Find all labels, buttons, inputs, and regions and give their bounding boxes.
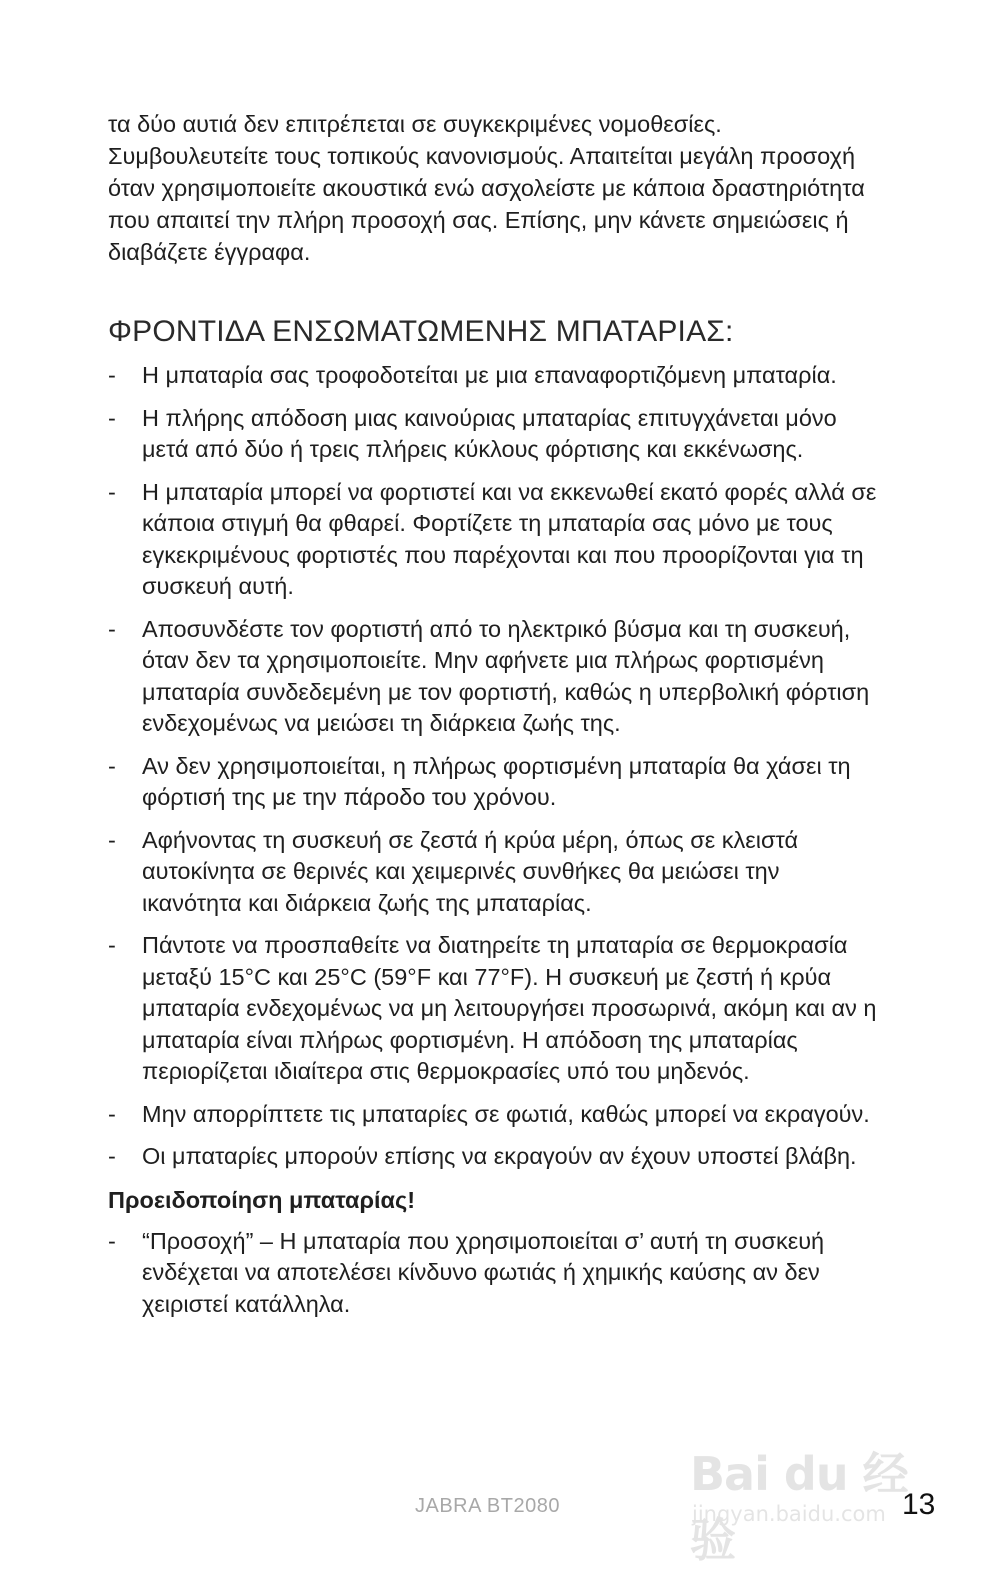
list-item-text: Αν δεν χρησιμοποιείται, η πλήρως φορτισμένη μπαταρία θα χάσει τη φόρτισή της με την πάροδο του χρόνου. [142,752,851,810]
list-item [108,614,878,740]
list-item-text: Αφήνοντας τη συσκευή σε ζεστά ή κρύα μέρη, όπως σε κλειστά αυτοκίνητα σε θερινές και χειμερινές συνθήκες θα μειώσει την ικανότητα και διάρκεια ζωής της μπαταρίας. [142,826,799,916]
watermark-url: jingyan.baidu.com [692,1502,886,1526]
list-item [108,360,878,392]
bullet-dash: - [108,404,116,431]
watermark-logo: Bai du 经验 [690,1447,908,1567]
intro-paragraph: τα δύο αυτιά δεν επιτρέπεται σε συγκεκριμένες νομοθεσίες. Συμβουλευτείτε τους τοπικούς κανονισμούς. Απαιτείται μεγάλη προσοχή όταν χρησιμοποιείτε ακουστικά ενώ ασχολείστε με κάποια δραστηριότητα που απαιτεί την πλήρη προσοχή σας. Επίσης, μην κάνετε σημειώσεις ή διαβάζετε έγγραφα. [108,111,865,265]
list-item [108,1141,878,1173]
list-item-text: Αποσυνδέστε τον φορτιστή από το ηλεκτρικό βύσμα και τη συσκευή, όταν δεν τα χρησιμοποιείτε. Μην αφήνετε μια πλήρως φορτισμένη μπαταρία συνδεδεμένη με τον φορτιστή, καθώς η υπερβολική φόρτιση ενδεχομένως να μειώσει τη διάρκεια ζωής της. [142,615,870,736]
bullet-dash: - [108,752,116,779]
battery-warning-heading: Προειδοποίηση μπαταρίας! [108,1186,416,1213]
list-item [108,477,878,603]
list-item-text: Η μπαταρία σας τροφοδοτείται με μια επαναφορτιζόμενη μπαταρία. [142,362,837,388]
list-item-text: Πάντοτε να προσπαθείτε να διατηρείτε τη μπαταρία σε θερμοκρασία μεταξύ 15°C και 25°C (59°F και 77°F). Η συσκευή με ζεστή ή κρύα μπαταρία ενδεχομένως να μη λειτουργήσει προσωρινά, ακόμη και αν η μπαταρία είναι πλήρως φορτισμένη. Η απόδοση της μπαταρίας περιορίζεται ιδιαίτερα στις θερμοκρασίες υπό του μηδενός. [142,932,877,1084]
bullet-dash: - [108,362,116,388]
list-item [108,1226,878,1321]
bullet-dash: - [108,615,116,642]
list-item-text: Οι μπαταρίες μπορούν επίσης να εκραγούν αν έχουν υποστεί βλάβη. [142,1143,857,1169]
bullet-dash: - [108,1143,116,1169]
page-number: 13 [902,1488,936,1521]
list-item [108,403,878,466]
bullet-dash: - [108,478,116,505]
list-item [108,1099,878,1131]
bullet-dash: - [108,932,116,958]
bullet-dash: - [108,1227,116,1254]
battery-warning-list [108,1226,878,1321]
list-item [108,751,878,814]
page-content [108,108,878,1331]
battery-care-heading: ΦΡΟΝΤΙΔΑ ΕΝΣΩΜΑΤΩΜΕΝΗΣ ΜΠΑΤΑΡΙΑΣ: [108,315,734,348]
list-item-text: “Προσοχή” – Η μπαταρία που χρησιμοποιείται σ’ αυτή τη συσκευή ενδέχεται να αποτελέσει κίνδυνο φωτιάς ή χημικής καύσης αν δεν χειριστεί κατάλληλα. [142,1227,825,1317]
bullet-dash: - [108,1100,116,1127]
list-item [108,930,878,1088]
bullet-dash: - [108,826,116,853]
list-item-text: Η πλήρης απόδοση μιας καινούριας μπαταρίας επιτυγχάνεται μόνο μετά από δύο ή τρεις πλήρεις κύκλους φόρτισης και εκκένωσης. [142,404,837,462]
list-item-text: Η μπαταρία μπορεί να φορτιστεί και να εκκενωθεί εκατό φορές αλλά σε κάποια στιγμή θα φθαρεί. Φορτίζετε τη μπαταρία σας μόνο με τους εγκεκριμένους φορτιστές που παρέχονται και που προορίζονται για τη συσκευή αυτή. [142,478,877,599]
footer-model-name: JABRA BT2080 [415,1495,560,1517]
list-item-text: Μην απορρίπτετε τις μπαταρίες σε φωτιά, καθώς μπορεί να εκραγούν. [142,1100,870,1127]
battery-care-list [108,360,878,1173]
baidu-watermark [690,1418,920,1567]
list-item [108,825,878,920]
